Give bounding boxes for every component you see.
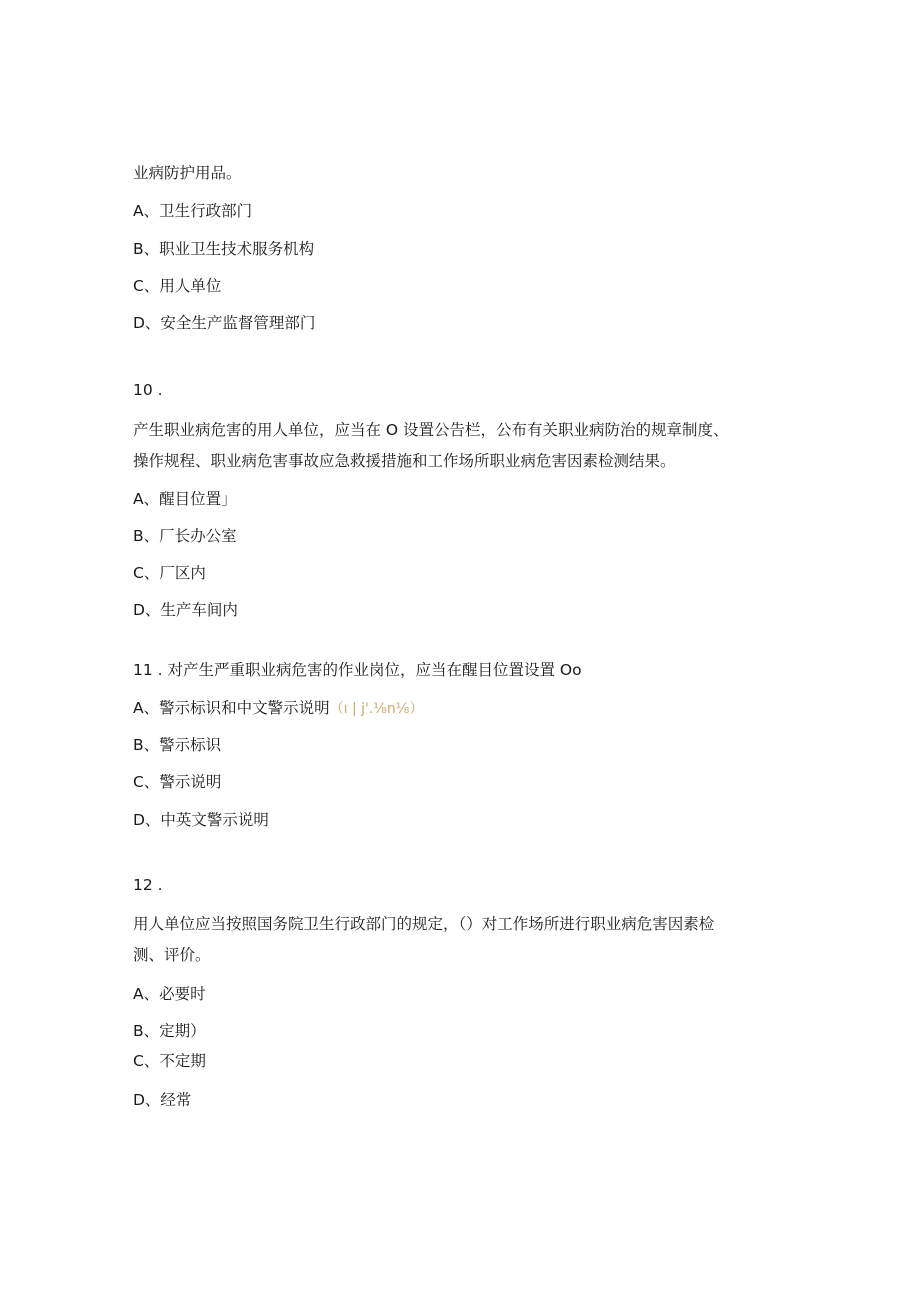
option-b: B、厂长办公室 xyxy=(133,527,237,545)
option-a: A、卫生行政部门 xyxy=(133,202,253,220)
option-a: A、必要时 xyxy=(133,985,206,1003)
option-a-text: A、警示标识和中文警示说明 xyxy=(133,699,330,717)
question-stem: 11 . 对产生严重职业病危害的作业岗位，应当在醒目位置设置 Oo xyxy=(133,661,582,679)
option-b: B、定期） xyxy=(133,1022,206,1040)
question-text: 业病防护用品。 xyxy=(133,164,242,182)
question-stem-line-2: 测、评价。 xyxy=(133,946,211,964)
question-number: 10 . xyxy=(133,381,163,399)
option-a xyxy=(133,698,423,719)
question-stem-line-1: 产生职业病危害的用人单位，应当在 O 设置公告栏，公布有关职业病防治的规章制度、 xyxy=(133,421,729,439)
question-number: 12 . xyxy=(133,876,163,894)
option-a: A、醒目位置」 xyxy=(133,490,237,508)
option-b: B、职业卫生技术服务机构 xyxy=(133,240,315,258)
option-b: B、警示标识 xyxy=(133,736,222,754)
option-c: C、用人单位 xyxy=(133,277,222,295)
option-c: C、厂区内 xyxy=(133,564,206,582)
option-d: D、中英文警示说明 xyxy=(133,811,269,829)
option-c: C、警示说明 xyxy=(133,773,222,791)
option-d: D、安全生产监督管理部门 xyxy=(133,314,316,332)
option-c: C、不定期 xyxy=(133,1052,206,1070)
answer-mark: （ı | j'.⅛n⅛） xyxy=(329,701,424,717)
option-d: D、生产车间内 xyxy=(133,601,238,619)
question-stem-line-2: 操作规程、职业病危害事故应急救援措施和工作场所职业病危害因素检测结果。 xyxy=(133,452,676,470)
question-stem-line-1: 用人单位应当按照国务院卫生行政部门的规定，（）对工作场所进行职业病危害因素检 xyxy=(133,915,715,933)
option-d: D、经常 xyxy=(133,1091,192,1109)
